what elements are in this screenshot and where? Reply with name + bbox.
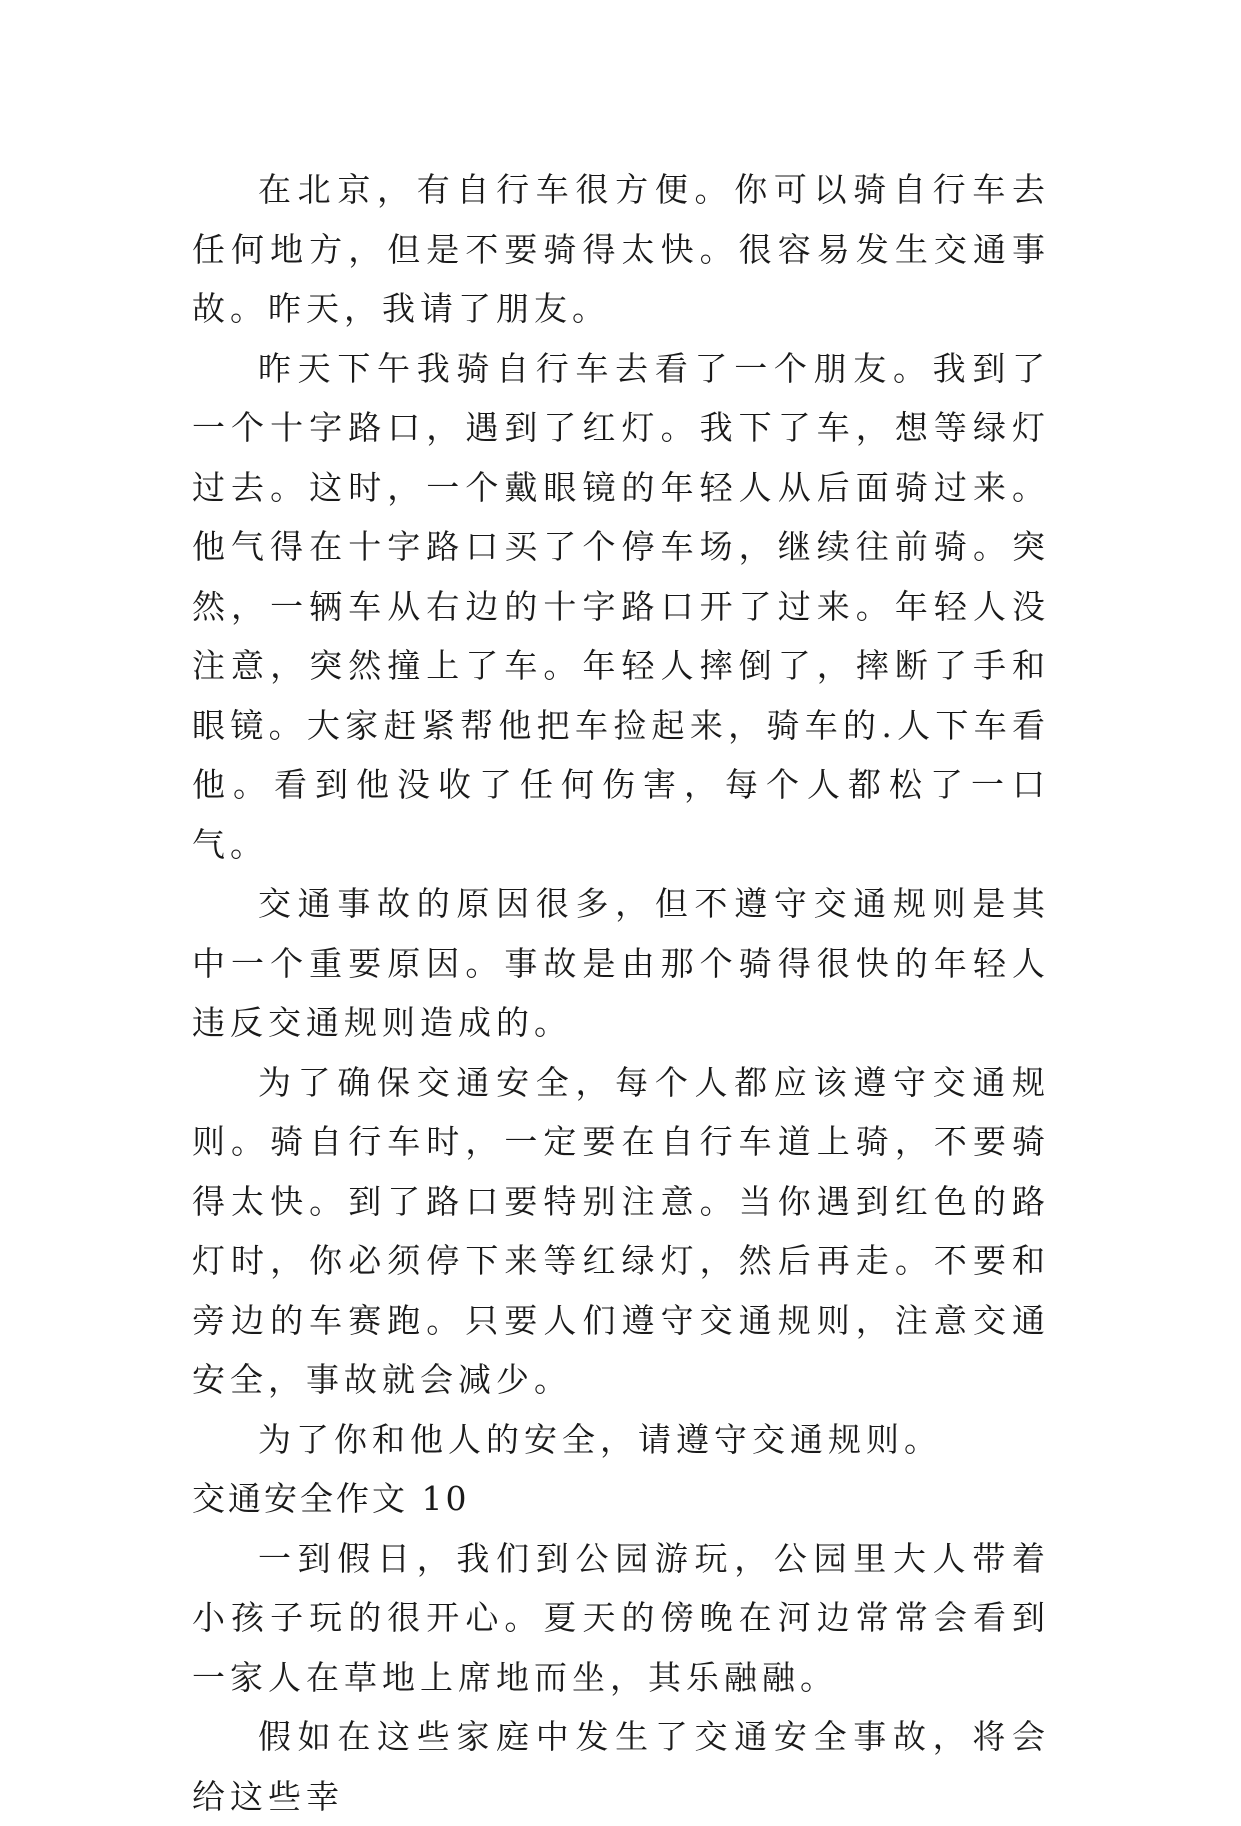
- paragraph-accident-causes: 交通事故的原因很多，但不遵守交通规则是其中一个重要原因。事故是由那个骑得很快的年轻人违反交通规则造成的。: [192, 884, 1050, 1042]
- paragraph-holiday-park: 一到假日，我们到公园游玩，公园里大人带着小孩子玩的很开心。夏天的傍晚在河边常常会看到一家人在草地上席地而坐，其乐融融。: [192, 1538, 1050, 1697]
- paragraph-safety-rules: 为了确保交通安全，每个人都应该遵守交通规则。骑自行车时，一定要在自行车道上骑，不要骑得太快。到了路口要特别注意。当你遇到红色的路灯时，你必须停下来等红绿灯，然后再走。不要和旁边的车赛跑。只要人们遵守交通规则，注意交通安全，事故就会减少。: [192, 1062, 1050, 1399]
- document-body: [192, 160, 1050, 1826]
- paragraph-beijing-bicycles: 在北京，有自行车很方便。你可以骑自行车去任何地方，但是不要骑得太快。很容易发生交通事故。昨天，我请了朋友。: [192, 170, 1050, 328]
- paragraph-accident-story: 昨天下午我骑自行车去看了一个朋友。我到了一个十字路口，遇到了红灯。我下了车，想等绿灯过去。这时，一个戴眼镜的年轻人从后面骑过来。他气得在十字路口买了个停车场，继续往前骑。突然，一辆车从右边的十字路口开了过来。年轻人没注意，突然撞上了车。年轻人摔倒了，摔断了手和眼镜。大家赶紧帮他把车捡起来，骑车的.人下车看他。看到他没收了任何伤害，每个人都松了一口气。: [192, 348, 1050, 864]
- essay-heading: 交通安全作文 10: [192, 1479, 470, 1518]
- paragraph-closing: 为了你和他人的安全，请遵守交通规则。: [258, 1419, 942, 1459]
- paragraph-family-accident: 假如在这些家庭中发生了交通安全事故，将会给这些幸: [192, 1717, 1050, 1816]
